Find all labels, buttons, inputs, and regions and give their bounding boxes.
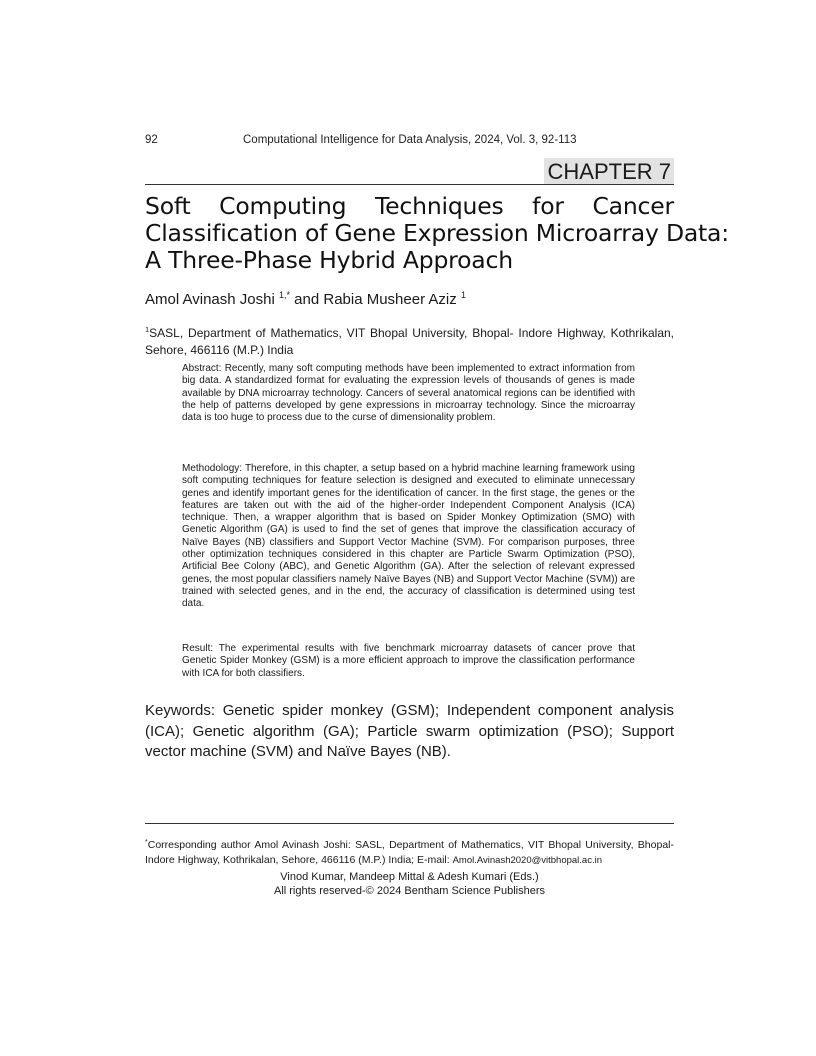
keywords-lead: Keywords: [145,702,216,719]
title-word: Cancer [592,192,674,220]
corresponding-author-footnote [145,835,674,868]
affiliation-text: SASL, Department of Mathematics, VIT Bhopal University, Bhopal- Indore Highway, Kothrikalan, Sehore, 466116 (M.P.) India [145,326,674,357]
title-word: Soft [145,192,191,220]
keywords [145,701,674,763]
title-line-3: A Three-Phase Hybrid Approach [145,246,513,274]
copyright-line: All rights reserved-© 2024 Bentham Science Publishers [273,884,545,897]
author-conjunction: and [289,291,324,308]
footnote-text: Corresponding author Amol Avinash Joshi: SASL, Department of Mathematics, VIT Bhopal University, Bhopal- Indore Highway, Kothrikalan, Sehore, 466116 (M.P.) India; E-mail: [145,839,674,866]
page-number: 92 [145,134,158,146]
footnote-rule [145,823,674,824]
author-affiliation-mark: 1,* [278,290,290,300]
result-paragraph [182,643,635,680]
methodology-paragraph [182,463,635,611]
title-word: Techniques [374,192,504,220]
footnote-mark: * [145,839,148,846]
title-word: Computing [219,192,347,220]
result-text: The experimental results with five benchmark microarray datasets of cancer prove that Genetic Spider Monkey (GSM) is a more efficient approach to improve the classification performance with ICA for both classifiers. [182,643,635,679]
affiliation [145,322,674,358]
abstract-paragraph [182,363,635,424]
author-name: Amol Avinash Joshi [145,291,275,308]
methodology-text: Therefore, in this chapter, a setup based on a hybrid machine learning framework using soft computing techniques for feature selection is designed and executed to eliminate unnecessary genes and identify important genes for the identification of cancer. In the first stage, the genes or the features are taken out with the aid of the higher-order Independent Component Analysis (ICA) technique. Then, a wrapper algorithm that is based on Spider Monkey Optimization (SMO) with Genetic Algorithm (GA) is used to find the set of genes that improve the classification accuracy of Naïve Bayes (NB) classifiers and Support Vector Machine (SVM). For comparison purposes, three other optimization techniques considered in this chapter are Particle Swarm Optimization (PSO), Artificial Bee Colony (ABC), and Genetic Algorithm (GA). After the selection of relevant expressed genes, the most popular classifiers namely Naïve Bayes (NB) and Support Vector Machine (SVM)) are trained with selected genes, and in the end, the accuracy of classification is determined using test data. [182,463,635,610]
title-word: for [532,192,564,220]
keywords-text: Genetic spider monkey (GSM); Independent component analysis (ICA); Genetic algorithm (GA); Particle swarm optimization (PSO); Support vector machine (SVM) and Naïve Bayes (NB). [145,702,674,760]
author-name: Rabia Musheer Aziz [323,291,457,308]
title-line-2: Classification of Gene Expression Microarray Data: [145,219,729,247]
editors-names: Vinod Kumar, Mandeep Mittal & Adesh Kumari (Eds.) [280,871,539,883]
journal-citation: Computational Intelligence for Data Analysis, 2024, Vol. 3, 92-113 [243,134,577,146]
methodology-lead: Methodology: [182,463,243,474]
editors-credit [145,871,674,898]
abstract-lead: Abstract: [182,363,222,374]
author-email: Amol.Avinash2020@vitbhopal.ac.in [452,855,602,866]
author-affiliation-mark: 1 [460,290,466,300]
author-list [145,290,466,308]
chapter-label: CHAPTER 7 [544,158,674,184]
abstract-text: Recently, many soft computing methods have been implemented to extract information from big data. A standardized format for evaluating the expression levels of thousands of genes is made available by DNA microarray technology. Cancers of several anatomical regions can be identified with the help of patterns developed by gene expressions in microarray technology. Since the microarray data is too huge to process due to the curse of dimensionality problem. [182,363,635,424]
title-line-1 [145,193,674,220]
chapter-title [145,192,729,274]
result-lead: Result: [182,643,214,654]
header-rule [145,184,674,185]
affiliation-mark: 1 [145,325,150,334]
